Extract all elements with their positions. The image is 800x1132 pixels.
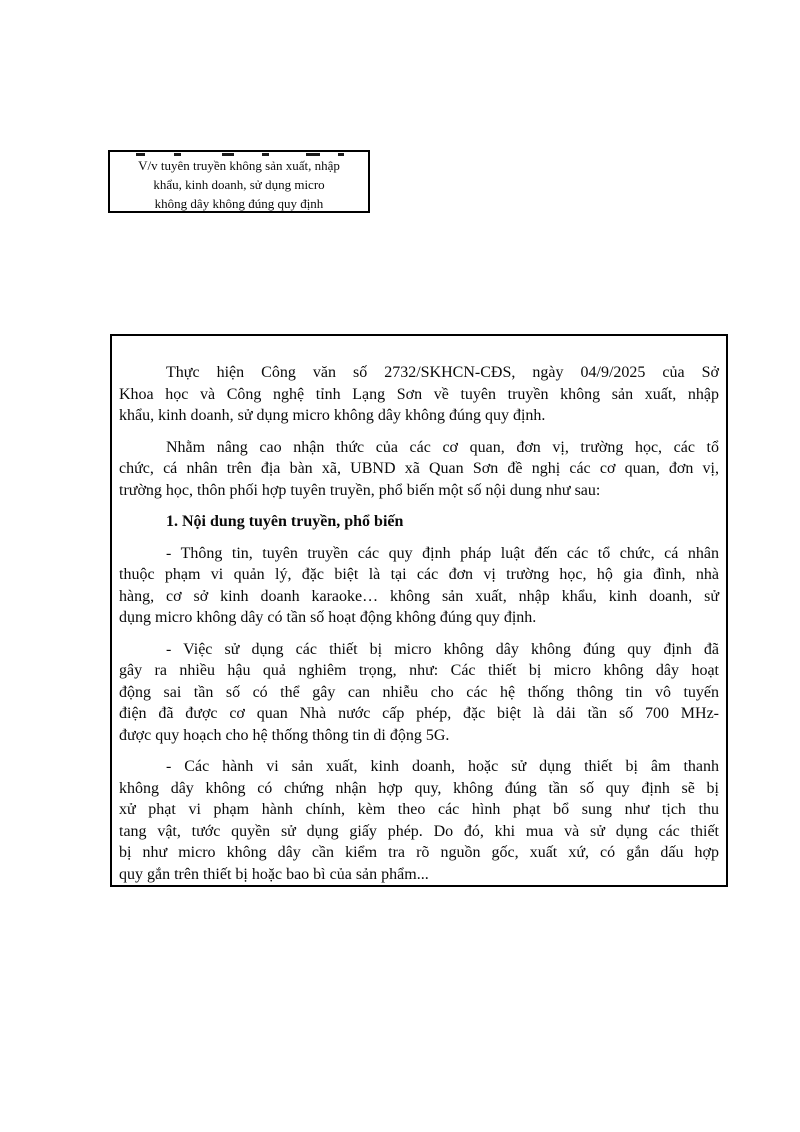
subject-line: khẩu, kinh doanh, sử dụng micro [153, 177, 325, 192]
text-line: trường học, thôn phối hợp tuyên truyền, phổ biến một số nội dung như sau: [119, 481, 601, 499]
text-line: - Các hành vi sản xuất, kinh doanh, hoặc sử dụng thiết bị âm thanh [166, 758, 719, 775]
cropped-line-remnant [262, 153, 269, 156]
paragraph [119, 639, 719, 747]
subject-box [108, 150, 370, 213]
document-body-box [110, 334, 728, 887]
text-line: gây ra nhiều hậu quả nghiêm trọng, như: Các thiết bị micro không dây hoạt [119, 662, 719, 679]
text-line: thuộc phạm vi quản lý, đặc biệt là tại các đơn vị trường học, hộ gia đình, nhà [119, 566, 719, 583]
heading-line: 1. Nội dung tuyên truyền, phổ biến [166, 513, 404, 530]
text-line: - Việc sử dụng các thiết bị micro không dây không đúng quy định đã [166, 640, 719, 658]
text-line: Thực hiện Công văn số 2732/SKHCN-CĐS, ngày 04/9/2025 của Sở [166, 364, 719, 381]
text-line: Khoa học và Công nghệ tỉnh Lạng Sơn về tuyên truyền không sản xuất, nhập [119, 385, 719, 403]
text-line: dụng micro không dây có tần số hoạt động không đúng quy định. [119, 609, 537, 626]
paragraph [119, 437, 719, 502]
cropped-line-remnant [306, 153, 320, 156]
paragraph [119, 756, 719, 885]
cropped-line-remnant [338, 153, 344, 156]
subject-line: V/v tuyên truyền không sản xuất, nhập [138, 158, 340, 173]
text-line: chức, cá nhân trên địa bàn xã, UBND xã Quan Sơn đề nghị các cơ quan, đơn vị, [119, 460, 719, 477]
cropped-line-remnant [136, 153, 145, 156]
text-line: xử phạt vi phạm hành chính, kèm theo các hình phạt bổ sung như tịch thu [119, 801, 719, 818]
cropped-line-remnant [222, 153, 234, 156]
text-line: được quy hoạch cho hệ thống thông tin di động 5G. [119, 726, 450, 744]
cropped-line-remnant [174, 153, 181, 156]
text-line: hàng, cơ sở kinh doanh karaoke… không sản xuất, nhập khẩu, kinh doanh, sử [119, 587, 719, 605]
paragraph [119, 543, 719, 629]
text-line: động sai tần số có thể gây can nhiễu cho các hệ thống thông tin vô tuyến [119, 683, 719, 701]
subject-line: không dây không đúng quy định [154, 196, 324, 211]
text-line: tang vật, tước quyền sử dụng giấy phép. Do đó, khi mua và sử dụng các thiết [119, 822, 719, 840]
paragraph [119, 362, 719, 427]
text-line: - Thông tin, tuyên truyền các quy định pháp luật đến các tổ chức, cá nhân [166, 544, 719, 562]
text-line: khẩu, kinh doanh, sử dụng micro không dây không đúng quy định. [119, 407, 546, 424]
text-line: bị như micro không dây cần kiểm tra rõ nguồn gốc, xuất xứ, có gắn dấu hợp [119, 844, 719, 861]
section-heading [119, 511, 719, 533]
text-line: không dây không có chứng nhận hợp quy, không đúng tần số quy định sẽ bị [119, 779, 719, 797]
text-line: điện đã được cơ quan Nhà nước cấp phép, đặc biệt là dải tần số 700 MHz- [119, 705, 719, 722]
text-line: quy gắn trên thiết bị hoặc bao bì của sản phẩm... [119, 865, 429, 883]
text-line: Nhằm nâng cao nhận thức của các cơ quan, đơn vị, trường học, các tổ [166, 438, 719, 456]
